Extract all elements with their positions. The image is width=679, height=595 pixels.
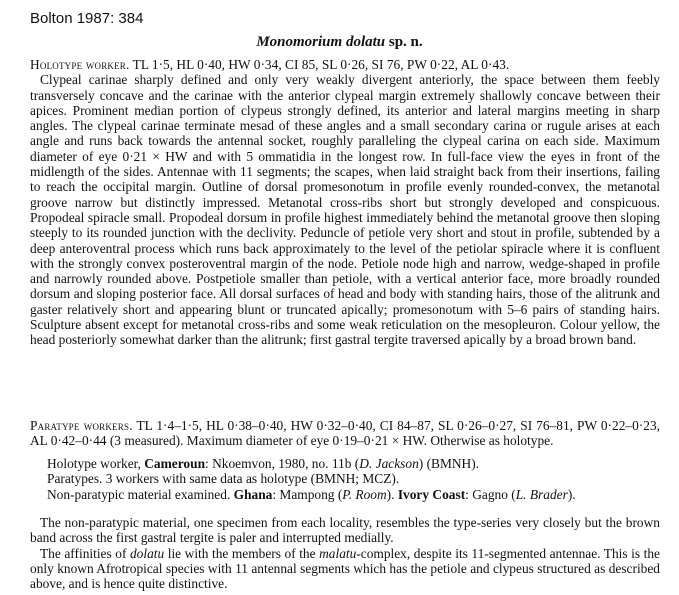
- material-holotype-line: [47, 456, 662, 471]
- nonparatypic-locality-2: : Gagno (: [465, 486, 516, 502]
- discussion-2-part-b: lie with the members of the: [164, 545, 320, 561]
- material-examined: [47, 456, 662, 502]
- holotype-measurements-paragraph: [30, 57, 660, 72]
- species-name: Monomorium dolatu: [256, 34, 386, 50]
- nonparatypic-collector-2: L. Brader: [515, 486, 568, 502]
- discussion-2-complex: malatu: [319, 545, 357, 561]
- material-holotype-prefix: Holotype worker,: [47, 456, 145, 471]
- nonparatypic-end-2: ).: [567, 486, 576, 502]
- paratype-label: Paratype workers.: [30, 418, 133, 433]
- paratype-text: TL 1·4–1·5, HL 0·38–0·40, HW 0·32–0·40, CI 84–87, SL 0·26–0·27, SI 76–81, PW 0·22–0·23, AL 0·42–0·44 (3 measured). Maximum diameter of eye 0·19–0·21 × HW. Otherwise as holotype.: [30, 418, 660, 449]
- nonparatypic-collector-1: P. Room: [342, 486, 387, 502]
- species-title: [0, 34, 679, 51]
- material-paratypes-line: Paratypes. 3 workers with same data as holotype (BMNH; MCZ).: [47, 471, 400, 487]
- paratype-paragraph: [30, 418, 660, 449]
- material-holotype-collector: D. Jackson: [359, 456, 419, 471]
- discussion-paragraph-2: [30, 546, 660, 592]
- discussion-section: [30, 515, 660, 591]
- holotype-label: Holotype worker.: [30, 57, 130, 72]
- discussion-2-part-a: The affinities of: [40, 545, 130, 561]
- discussion-2-species: dolatu: [129, 545, 165, 561]
- material-holotype-country: Cameroun: [144, 456, 206, 471]
- holotype-measurements: TL 1·5, HL 0·40, HW 0·34, CI 85, SL 0·26, SI 76, PW 0·22, AL 0·43.: [129, 57, 510, 72]
- material-holotype-locality: : Nkoemvon, 1980, no. 11b (: [205, 456, 360, 471]
- nonparatypic-locality-1: : Mampong (: [272, 486, 343, 502]
- holotype-section: [30, 57, 660, 348]
- species-suffix: sp. n.: [385, 34, 423, 50]
- discussion-2-part-c: -complex, despite its 11-segmented antennae. This is the only known Afrotropical species with 11 antennal segments which has the petiole and clypeus structured as described above, and is hence quite distinctive.: [30, 545, 660, 592]
- nonparatypic-prefix: Non-paratypic material examined.: [47, 486, 234, 502]
- nonparatypic-country-ghana: Ghana: [233, 486, 273, 502]
- holotype-description: Clypeal carinae sharply defined and only very weakly divergent anteriorly, the space between them feebly transversely concave and the carinae with the anterior clypeal margin extremely shallowly concave between their apices. Prominent median portion of clypeus strongly defined, its anterior and lateral margins meeting in sharp angles. The clypeal carinae terminate mesad of these angles and a small secondary carina or rugule arises at each angle and runs back towards the antennal socket, roughly paralleling the clypeal carina on each side. Maximum diameter of eye 0·21 × HW and with 5 ommatidia in the longest row. In full-face view the eyes in front of the midlength of the sides. Antennae with 11 segments; the scapes, when laid straight back from their insertions, failing to reach the occipital margin. Outline of dorsal promesonotum in profile evenly rounded-convex, the metanotal groove narrow but distinctly impressed. Metanotal cross-ribs short but strongly developed and conspicuous. Propodeal spiracle small. Propodeal dorsum in profile highest immediately behind the metanotal groove then sloping steeply to its rounded junction with the declivity. Peduncle of petiole very short and stout in profile, subtended by a deep anteroventral process which runs back approximately to the level of the petiolar spiracle where it is confluent with the strongly convex posteroventral margin of the node. Petiole node high and narrow, wedge-shaped in profile and narrowly rounded above. Postpetiole smaller than petiole, with a vertical anterior face, more broadly rounded dorsum and sloping posterior face. All dorsal surfaces of head and body with standing hairs, those of the alitrunk and gaster relatively short and appearing blunt or truncated apically; promesonotum with 5–6 pairs of standing hairs. Sculpture absent except for metanotal cross-ribs and some weak reticulation on the mesopleuron. Colour yellow, the head posteriorly somewhat darker than the alitrunk; first gastral tergite traversed apically by a broad brown band.: [30, 72, 660, 348]
- material-nonparatypic-line: [47, 487, 662, 502]
- nonparatypic-country-ivory-coast: Ivory Coast: [397, 486, 466, 502]
- nonparatypic-end-1: ).: [386, 486, 398, 502]
- material-holotype-depository: ) (BMNH).: [418, 456, 480, 471]
- paratype-section: [30, 418, 660, 449]
- citation: Bolton 1987: 384: [30, 10, 144, 27]
- discussion-paragraph-1: The non-paratypic material, one specimen from each locality, resembles the type-series very closely but the brown band across the first gastral tergite is paler and interrupted medially.: [30, 515, 660, 546]
